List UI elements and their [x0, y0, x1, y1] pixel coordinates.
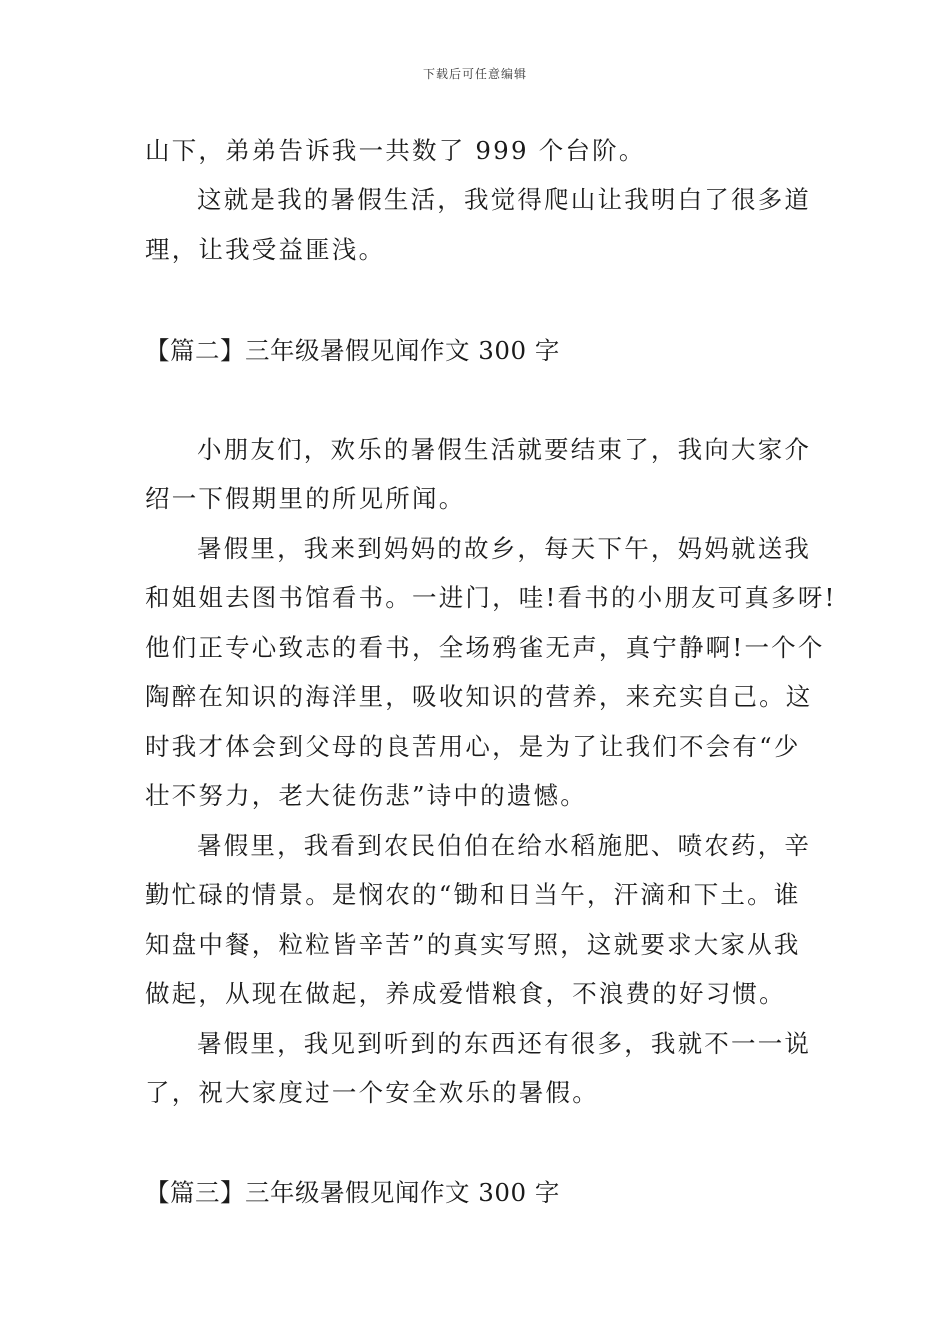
section-heading: 【篇三】三年级暑假见闻作文 300 字 — [145, 1178, 560, 1207]
body-line: 做起，从现在做起，养成爱惜粮食，不浪费的好习惯。 — [145, 979, 786, 1008]
body-line: 他们正专心致志的看书，全场鸦雀无声，真宁静啊!一个个 — [145, 633, 825, 662]
page-header-note: 下载后可任意编辑 — [422, 67, 527, 81]
body-line: 绍一下假期里的所见所闻。 — [145, 484, 466, 513]
body-line: 时我才体会到父母的良苦用心，是为了让我们不会有“少 — [145, 732, 801, 761]
body-line: 山下，弟弟告诉我一共数了 999 个台阶。 — [145, 136, 646, 165]
body-line: 暑假里，我见到听到的东西还有很多，我就不一一说 — [197, 1029, 812, 1058]
body-line: 小朋友们，欢乐的暑假生活就要结束了，我向大家介 — [197, 435, 812, 464]
body-line: 了，祝大家度过一个安全欢乐的暑假。 — [145, 1078, 599, 1107]
body-line: 暑假里，我来到妈妈的故乡，每天下午，妈妈就送我 — [197, 534, 812, 563]
section-heading: 【篇二】三年级暑假见闻作文 300 字 — [145, 336, 560, 365]
body-line: 和姐姐去图书馆看书。一进门，哇!看书的小朋友可真多呀! — [145, 583, 837, 612]
body-line: 陶醉在知识的海洋里，吸收知识的营养，来充实自己。这 — [145, 682, 813, 711]
body-line: 暑假里，我看到农民伯伯在给水稻施肥、喷农药，辛 — [197, 831, 812, 860]
body-line: 这就是我的暑假生活，我觉得爬山让我明白了很多道 — [197, 185, 812, 214]
body-line: 勤忙碌的情景。是悯农的“锄和日当午，汗滴和下土。谁 — [145, 880, 801, 909]
body-line: 知盘中餐，粒粒皆辛苦”的真实写照，这就要求大家从我 — [145, 930, 801, 959]
body-line: 壮不努力，老大徒伤悲”诗中的遗憾。 — [145, 781, 587, 810]
body-line: 理，让我受益匪浅。 — [145, 235, 386, 264]
